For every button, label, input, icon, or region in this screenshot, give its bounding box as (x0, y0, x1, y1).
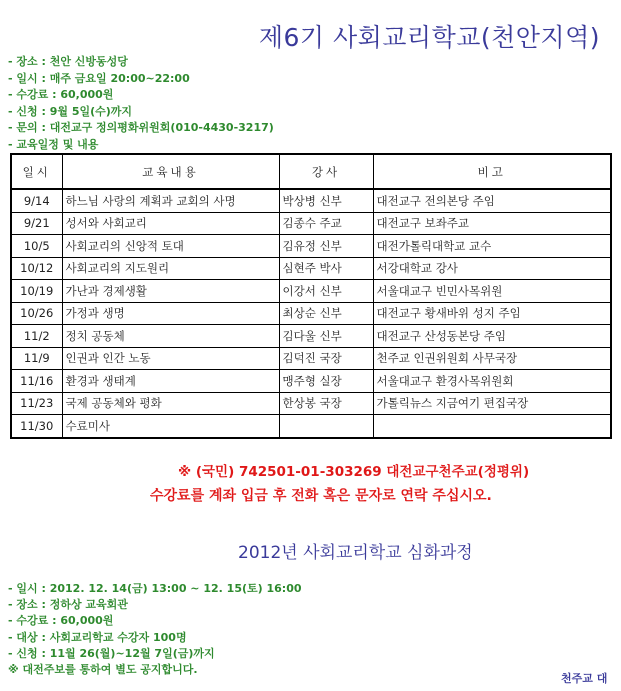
cell-date: 11/23 (11, 392, 62, 415)
cell-note: 서강대학교 강사 (373, 257, 611, 280)
cell-lecturer: 김종수 주교 (279, 212, 373, 235)
table-row (11, 325, 611, 348)
header-content: 교육내용 (62, 154, 279, 189)
cell-lecturer: 김덕진 국장 (279, 347, 373, 370)
advanced-info-list (8, 581, 302, 678)
cell-lecturer (279, 415, 373, 438)
cell-date: 11/2 (11, 325, 62, 348)
cell-note: 대전교구 전의본당 주임 (373, 189, 611, 212)
table-row (11, 370, 611, 393)
cell-date: 10/12 (11, 257, 62, 280)
cell-date: 9/14 (11, 189, 62, 212)
table-row (11, 302, 611, 325)
table-row (11, 392, 611, 415)
cell-content: 사회교리의 지도원리 (62, 257, 279, 280)
cell-note: 대전교구 산성동본당 주임 (373, 325, 611, 348)
table-header-row (11, 154, 611, 189)
cell-content: 정치 공동체 (62, 325, 279, 348)
footer-signature: 천주교 대 (561, 672, 608, 685)
cell-note: 대전교구 보좌주교 (373, 212, 611, 235)
info-contact: - 문의 : 대전교구 정의평화위원회(010-4430-3217) (8, 121, 274, 135)
info-apply: - 신청 : 9월 5일(수)까지 (8, 104, 133, 118)
info-location: - 장소 : 천안 신방동성당 (8, 55, 128, 68)
cell-date: 9/21 (11, 212, 62, 235)
cell-lecturer: 박상병 신부 (279, 189, 373, 212)
cell-date: 11/30 (11, 415, 62, 438)
cell-date: 10/26 (11, 302, 62, 325)
header-date: 일시 (11, 154, 62, 189)
cell-content: 인권과 인간 노동 (62, 347, 279, 370)
advanced-info-apply: - 신청 : 11월 26(월)~12월 7일(금)까지 (8, 646, 215, 660)
table-row (11, 257, 611, 280)
cell-content: 사회교리의 신앙적 토대 (62, 235, 279, 258)
cell-content: 가정과 생명 (62, 302, 279, 325)
info-curriculum-heading: - 교육일정 및 내용 (8, 137, 99, 151)
table-row (11, 189, 611, 212)
cell-lecturer: 최상순 신부 (279, 302, 373, 325)
cell-lecturer: 심현주 박사 (279, 257, 373, 280)
schedule-table (10, 153, 612, 439)
cell-lecturer: 김유정 신부 (279, 235, 373, 258)
cell-content: 하느님 사랑의 계획과 교회의 사명 (62, 189, 279, 212)
cell-content: 국제 공동체와 평화 (62, 392, 279, 415)
table-row (11, 415, 611, 438)
header-lecturer: 강사 (279, 154, 373, 189)
payment-notice: 수강료를 계좌 입금 후 전화 혹은 문자로 연락 주십시오. (150, 488, 492, 504)
advanced-info-location: - 장소 : 정하상 교육회관 (8, 598, 128, 612)
cell-content: 성서와 사회교리 (62, 212, 279, 235)
cell-date: 10/19 (11, 280, 62, 303)
table-row (11, 347, 611, 370)
cell-date: 11/16 (11, 370, 62, 393)
cell-note: 서울대교구 빈민사목위원 (373, 280, 611, 303)
cell-lecturer: 김다울 신부 (279, 325, 373, 348)
table-row (11, 280, 611, 303)
info-fee: - 수강료 : 60,000원 (8, 88, 114, 102)
info-list (8, 54, 274, 154)
table-row (11, 212, 611, 235)
cell-note: 대전가톨릭대학교 교수 (373, 235, 611, 258)
section-title: 2012년 사회교리학교 심화과정 (238, 543, 473, 563)
bank-account-notice: ※ (국민) 742501-01-303269 대전교구천주교(정평위) (178, 464, 530, 480)
cell-note: 천주교 인권위원회 사무국장 (373, 347, 611, 370)
cell-lecturer: 이강서 신부 (279, 280, 373, 303)
cell-note: 대전교구 황새바위 성지 주임 (373, 302, 611, 325)
advanced-info-fee: - 수강료 : 60,000원 (8, 614, 114, 628)
cell-note: 가톨릭뉴스 지금여기 편집국장 (373, 392, 611, 415)
advanced-info-target: - 대상 : 사회교리학교 수강자 100명 (8, 630, 187, 644)
cell-content: 수료미사 (62, 415, 279, 438)
info-schedule: - 일시 : 매주 금요일 20:00~22:00 (8, 71, 190, 85)
cell-note (373, 415, 611, 438)
table-row (11, 235, 611, 258)
header-note: 비고 (373, 154, 611, 189)
cell-content: 환경과 생태계 (62, 370, 279, 393)
cell-date: 11/9 (11, 347, 62, 370)
page-title: 제6기 사회교리학교(천안지역) (258, 23, 600, 52)
cell-note: 서울대교구 환경사목위원회 (373, 370, 611, 393)
cell-lecturer: 맹주형 실장 (279, 370, 373, 393)
cell-lecturer: 한상봉 국장 (279, 392, 373, 415)
advanced-info-schedule: - 일시 : 2012. 12. 14(금) 13:00 ~ 12. 15(토) 16:00 (8, 582, 302, 595)
cell-date: 10/5 (11, 235, 62, 258)
advanced-info-notice: ※ 대전주보를 통하여 별도 공지합니다. (8, 663, 198, 677)
cell-content: 가난과 경제생활 (62, 280, 279, 303)
